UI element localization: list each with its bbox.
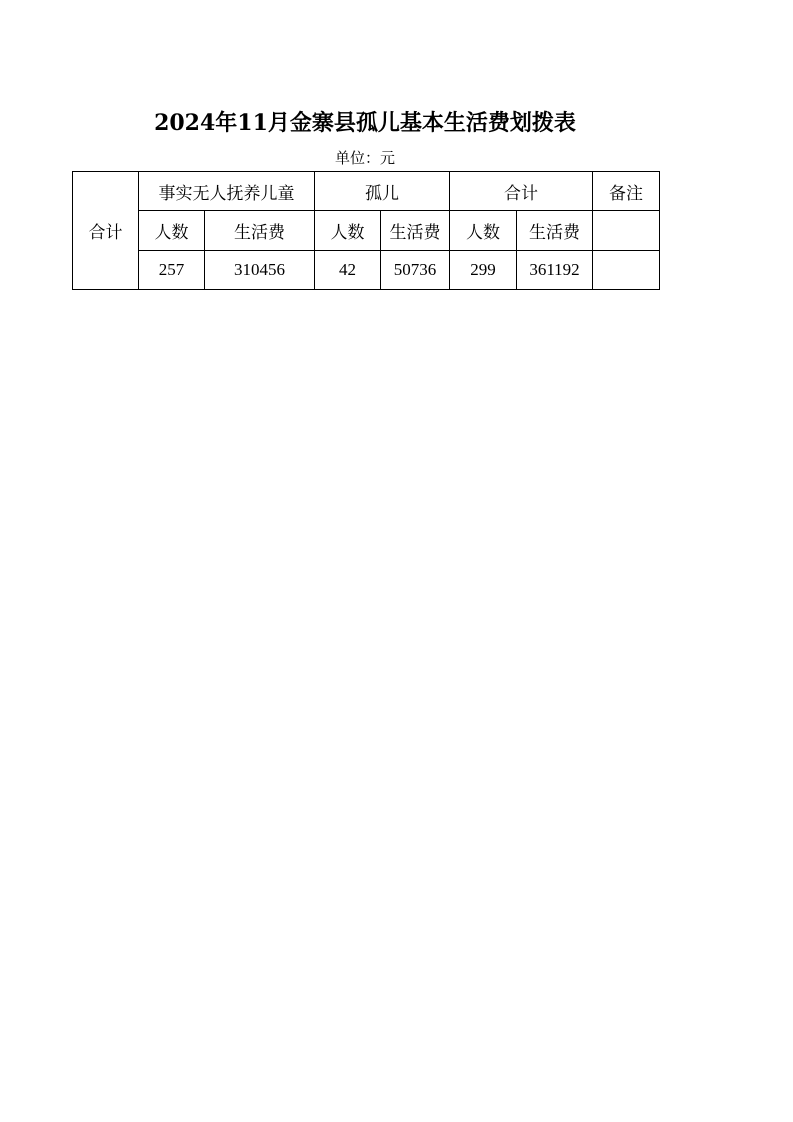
header-de-facto-children: 事实无人抚养儿童 — [139, 172, 315, 211]
header-total: 合计 — [450, 172, 593, 211]
value-remarks — [593, 251, 660, 290]
subheader-de-facto-expense: 生活费 — [205, 211, 315, 251]
unit-label: 单位：元 — [334, 149, 395, 167]
allocation-table — [72, 171, 660, 290]
subheader-total-expense: 生活费 — [517, 211, 593, 251]
value-orphan-expense: 50736 — [381, 251, 450, 290]
value-de-facto-count: 257 — [139, 251, 205, 290]
page-title: 2024年11月金寨县孤儿基本生活费划拨表 — [154, 110, 576, 136]
value-total-count: 299 — [450, 251, 517, 290]
value-total-expense: 361192 — [517, 251, 593, 290]
subheader-total-count: 人数 — [450, 211, 517, 251]
subheader-de-facto-count: 人数 — [139, 211, 205, 251]
table-row — [73, 251, 660, 290]
subheader-orphan-count: 人数 — [315, 211, 381, 251]
table-subheader-row — [73, 211, 660, 251]
header-remarks: 备注 — [593, 172, 660, 211]
subheader-remarks-empty — [593, 211, 660, 251]
header-orphans: 孤儿 — [315, 172, 450, 211]
total-row-label: 合计 — [73, 172, 139, 290]
value-orphan-count: 42 — [315, 251, 381, 290]
value-de-facto-expense: 310456 — [205, 251, 315, 290]
subheader-orphan-expense: 生活费 — [381, 211, 450, 251]
table-header-row — [73, 172, 660, 211]
